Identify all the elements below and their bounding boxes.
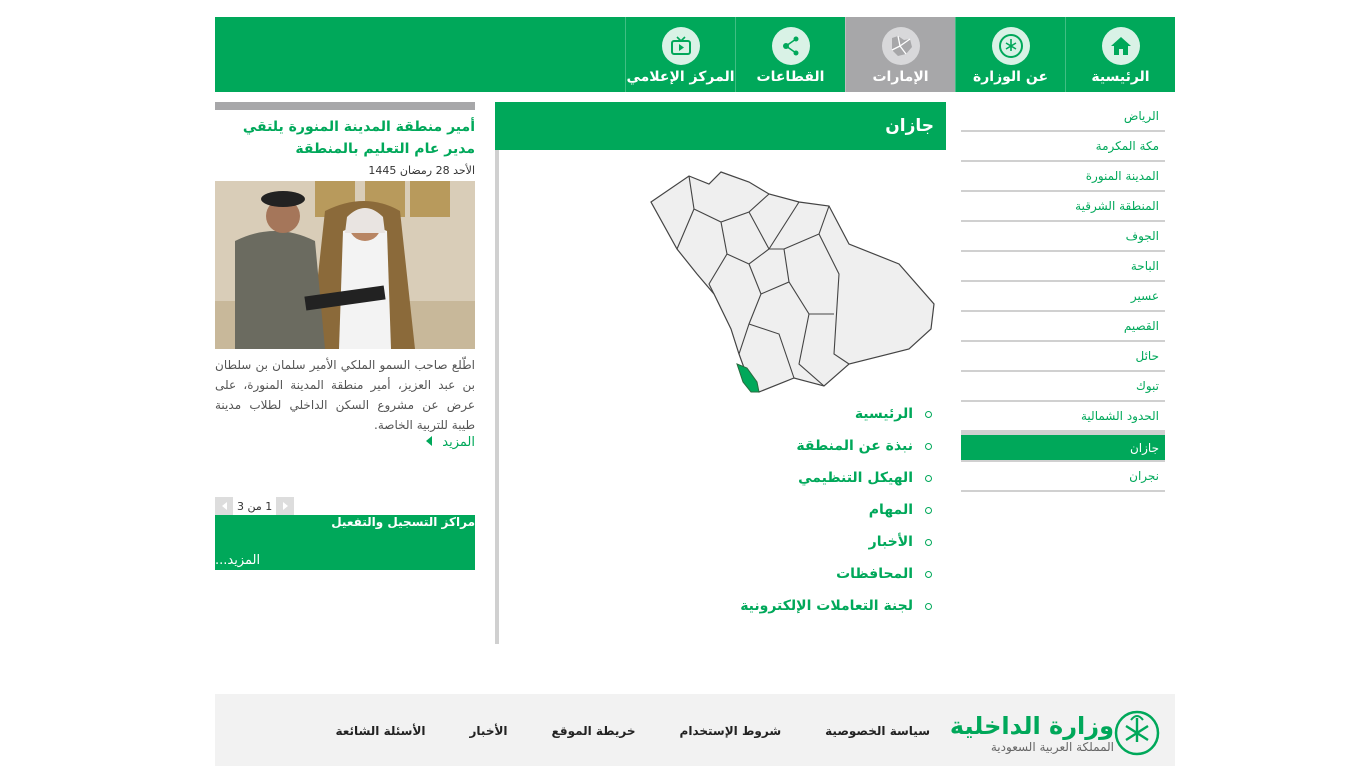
caret-left-icon bbox=[426, 436, 432, 446]
emblem-icon bbox=[1114, 708, 1160, 758]
region-link-about[interactable] bbox=[740, 430, 932, 462]
sidebar-item-madinah[interactable]: المدينة المنورة bbox=[961, 162, 1165, 192]
nav-about-label: عن الوزارة bbox=[972, 69, 1049, 85]
caret-right-icon bbox=[283, 502, 288, 510]
bullet-icon bbox=[925, 411, 932, 418]
pager-prev-button[interactable] bbox=[215, 497, 233, 515]
region-link-news[interactable] bbox=[740, 526, 932, 558]
nav-media-label: المركز الإعلامي bbox=[626, 69, 735, 85]
news-date: الأحد 28 رمضان 1445 bbox=[368, 164, 475, 177]
news-header-bar bbox=[215, 102, 475, 110]
footer-link-sitemap[interactable]: خريطة الموقع bbox=[551, 724, 636, 738]
nav-home[interactable] bbox=[1065, 17, 1175, 92]
tv-icon bbox=[662, 27, 700, 65]
sidebar-item-eastern[interactable]: المنطقة الشرقية bbox=[961, 192, 1165, 222]
news-more-row bbox=[215, 435, 475, 450]
sidebar-item-northern-borders[interactable]: الحدود الشمالية bbox=[961, 402, 1165, 432]
logo-sub-text: المملكة العربية السعودية bbox=[990, 740, 1114, 754]
news-more-link[interactable]: المزيد bbox=[442, 435, 475, 450]
nav-emirates[interactable] bbox=[845, 17, 955, 92]
region-link-home-label: الرئيسية bbox=[854, 406, 913, 422]
news-photo[interactable] bbox=[215, 181, 475, 349]
map-icon bbox=[882, 27, 920, 65]
region-links bbox=[740, 398, 932, 622]
footer-link-news[interactable]: الأخبار bbox=[469, 724, 508, 738]
region-link-governorates[interactable] bbox=[740, 558, 932, 590]
footer-link-faq[interactable]: الأسئلة الشائعة bbox=[335, 724, 426, 738]
region-link-e-transactions-label: لجنة التعاملات الإلكترونية bbox=[740, 598, 913, 614]
news-pager bbox=[215, 497, 294, 515]
bullet-icon bbox=[925, 603, 932, 610]
sidebar-item-najran[interactable]: نجران bbox=[961, 462, 1165, 492]
sidebar-item-makkah[interactable]: مكة المكرمة bbox=[961, 132, 1165, 162]
footer-link-privacy[interactable]: سياسة الخصوصية bbox=[825, 724, 930, 738]
registration-centers-box bbox=[215, 515, 475, 570]
sidebar-item-jouf[interactable]: الجوف bbox=[961, 222, 1165, 252]
saudi-regions-map[interactable] bbox=[649, 154, 939, 400]
network-icon bbox=[772, 27, 810, 65]
pager-text: 1 من 3 bbox=[237, 499, 273, 513]
news-body bbox=[215, 355, 475, 435]
sidebar-item-hail[interactable]: حائل bbox=[961, 342, 1165, 372]
bullet-icon bbox=[925, 539, 932, 546]
home-icon bbox=[1102, 27, 1140, 65]
bullet-icon bbox=[925, 443, 932, 450]
region-link-governorates-label: المحافظات bbox=[836, 566, 913, 582]
footer-link-terms[interactable]: شروط الإستخدام bbox=[679, 724, 782, 738]
sidebar-item-tabuk[interactable]: تبوك bbox=[961, 372, 1165, 402]
region-link-home[interactable] bbox=[740, 398, 932, 430]
logo-main-text: وزارة الداخلية bbox=[949, 712, 1114, 740]
footer bbox=[215, 694, 1175, 766]
region-title: جازان bbox=[495, 102, 946, 150]
emblem-icon bbox=[992, 27, 1030, 65]
sidebar-item-riyadh[interactable]: الرياض bbox=[961, 102, 1165, 132]
news-title[interactable]: أمير منطقة المدينة المنورة يلتقي مدير عام التعليم بالمنطقة bbox=[242, 119, 475, 157]
pager-next-button[interactable] bbox=[276, 497, 294, 515]
top-nav bbox=[215, 17, 1175, 92]
region-link-news-label: الأخبار bbox=[868, 534, 913, 550]
nav-about[interactable] bbox=[955, 17, 1065, 92]
nav-home-label: الرئيسية bbox=[1091, 69, 1150, 85]
region-link-structure-label: الهيكل التنظيمي bbox=[798, 470, 913, 486]
bullet-icon bbox=[925, 475, 932, 482]
nav-sectors-label: القطاعات bbox=[756, 69, 825, 85]
region-link-about-label: نبذة عن المنطقة bbox=[796, 438, 913, 454]
footer-links bbox=[292, 724, 931, 738]
nav-emirates-label: الإمارات bbox=[872, 69, 929, 85]
region-link-tasks-label: المهام bbox=[868, 502, 913, 518]
registration-title[interactable]: مراكز التسجيل والتفعيل bbox=[331, 515, 475, 529]
sidebar-item-qassim[interactable]: القصيم bbox=[961, 312, 1165, 342]
region-link-e-transactions[interactable] bbox=[740, 590, 932, 622]
region-link-tasks[interactable] bbox=[740, 494, 932, 526]
ministry-logo[interactable] bbox=[942, 708, 1160, 758]
registration-more-link[interactable]: المزيد... bbox=[215, 553, 261, 568]
news-column bbox=[215, 102, 475, 450]
sidebar-item-asir[interactable]: عسير bbox=[961, 282, 1165, 312]
sidebar-item-jazan[interactable]: جازان bbox=[961, 432, 1165, 462]
regions-sidebar bbox=[961, 102, 1165, 492]
bullet-icon bbox=[925, 571, 932, 578]
bullet-icon bbox=[925, 507, 932, 514]
region-link-structure[interactable] bbox=[740, 462, 932, 494]
nav-sectors[interactable] bbox=[735, 17, 845, 92]
news-body-text: اطّلع صاحب السمو الملكي الأمير سلمان بن سلطان بن عبد العزيز، أمير منطقة المدينة المنورة، على عرض عن مشروع السكن الداخلي لطلاب مدينة طيبة للتربية الخاصة. bbox=[215, 358, 475, 432]
nav-media[interactable] bbox=[625, 17, 735, 92]
region-panel bbox=[495, 102, 952, 644]
caret-left-icon bbox=[222, 502, 227, 510]
sidebar-item-baha[interactable]: الباحة bbox=[961, 252, 1165, 282]
